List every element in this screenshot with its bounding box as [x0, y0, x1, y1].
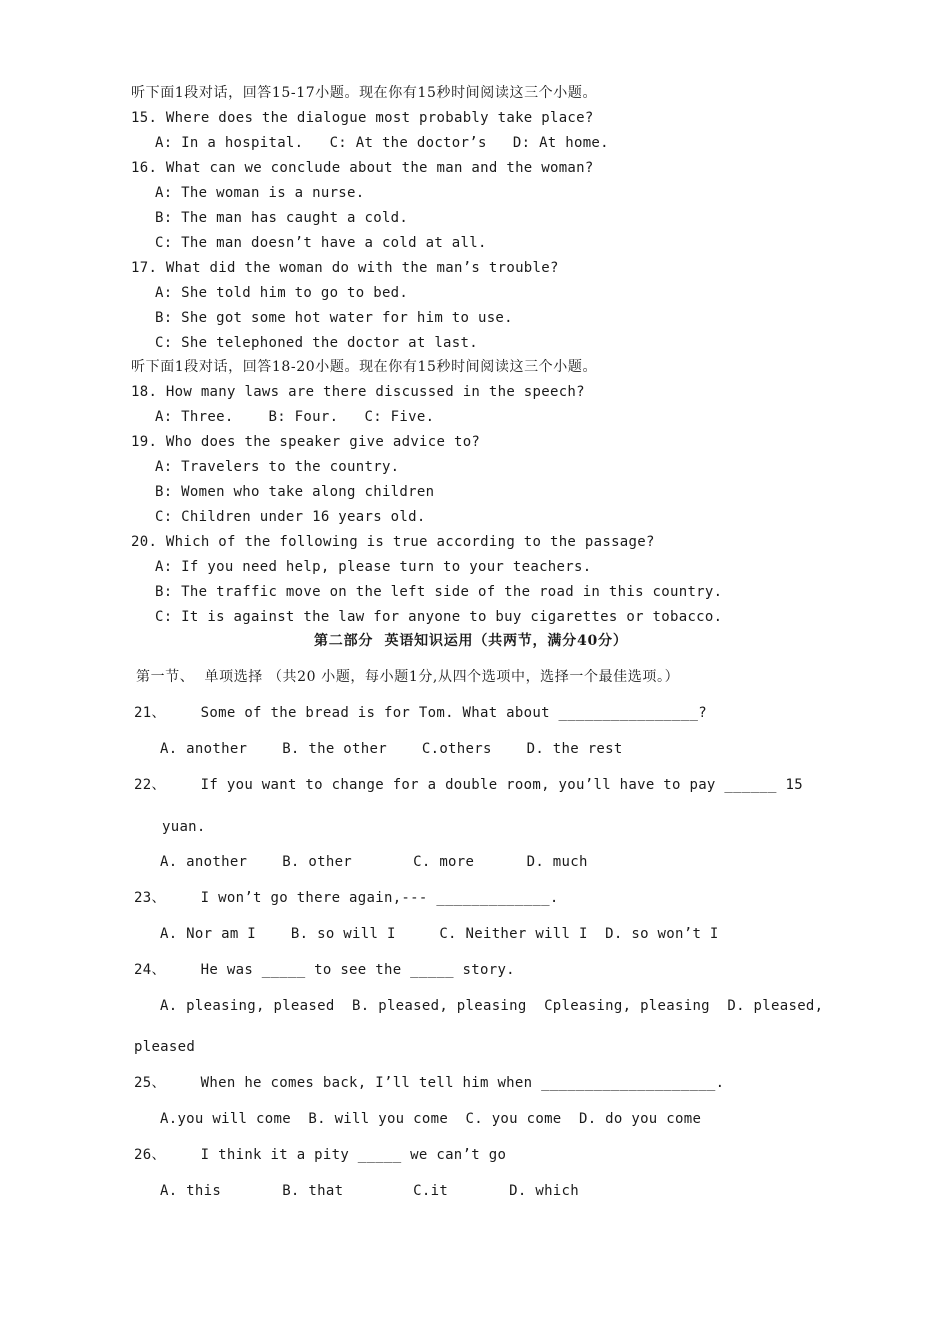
question-25-options: A.you will come B. will you come C. you come D. do you come — [160, 1111, 702, 1127]
question-16-option-a: A: The woman is a nurse. — [155, 185, 365, 201]
question-24-continuation: pleased — [134, 1039, 196, 1055]
question-22-stem: 22、 If you want to change for a double room, you’ll have to pay ______ 15 — [134, 777, 803, 793]
listening-intro-18-20: 听下面1段对话，回答18-20小题。现在你有15秒时间阅读这三个小题。 — [131, 359, 598, 375]
question-16-stem: 16. What can we conclude about the man and the woman? — [131, 160, 594, 176]
question-15-stem: 15. Where does the dialogue most probably take place? — [131, 110, 594, 126]
question-26-stem: 26、 I think it a pity _____ we can’t go — [134, 1147, 507, 1163]
question-24-stem: 24、 He was _____ to see the _____ story. — [134, 962, 515, 978]
question-17-option-c: C: She telephoned the doctor at last. — [155, 335, 478, 351]
question-18-options: A: Three. B: Four. C: Five. — [155, 409, 435, 425]
question-24-options: A. pleasing, pleased B. pleased, pleasing Cpleasing, pleasing D. pleased, — [160, 998, 824, 1014]
section-one-instructions: 第一节、 单项选择 （共20 小题，每小题1分,从四个选项中，选择一个最佳选项。） — [136, 669, 680, 685]
question-22-options: A. another B. other C. more D. much — [160, 854, 588, 870]
question-19-option-c: C: Children under 16 years old. — [155, 509, 426, 525]
question-23-stem: 23、 I won’t go there again,--- _____________. — [134, 890, 559, 906]
question-18-stem: 18. How many laws are there discussed in the speech? — [131, 384, 585, 400]
question-26-options: A. this B. that C.it D. which — [160, 1183, 579, 1199]
listening-intro-15-17: 听下面1段对话，回答15-17小题。现在你有15秒时间阅读这三个小题。 — [131, 85, 598, 101]
question-17-stem: 17. What did the woman do with the man’s trouble? — [131, 260, 559, 276]
question-21-stem: 21、 Some of the bread is for Tom. What about ________________? — [134, 705, 707, 721]
part-two-heading: 第二部分 英语知识运用（共两节，满分40分） — [314, 633, 628, 649]
question-16-option-c: C: The man doesn’t have a cold at all. — [155, 235, 487, 251]
question-25-stem: 25、 When he comes back, I’ll tell him when ____________________. — [134, 1075, 725, 1091]
question-19-stem: 19. Who does the speaker give advice to? — [131, 434, 481, 450]
question-21-options: A. another B. the other C.others D. the rest — [160, 741, 623, 757]
question-23-options: A. Nor am I B. so will I C. Neither will I D. so won’t I — [160, 926, 719, 942]
question-17-option-b: B: She got some hot water for him to use. — [155, 310, 513, 326]
question-20-stem: 20. Which of the following is true according to the passage? — [131, 534, 655, 550]
question-22-continuation: yuan. — [162, 819, 206, 835]
question-20-option-c: C: It is against the law for anyone to buy cigarettes or tobacco. — [155, 609, 723, 625]
question-16-option-b: B: The man has caught a cold. — [155, 210, 409, 226]
question-19-option-a: A: Travelers to the country. — [155, 459, 400, 475]
question-19-option-b: B: Women who take along children — [155, 484, 435, 500]
question-20-option-a: A: If you need help, please turn to your teachers. — [155, 559, 592, 575]
question-15-options: A: In a hospital. C: At the doctor’s D: At home. — [155, 135, 609, 151]
question-20-option-b: B: The traffic move on the left side of the road in this country. — [155, 584, 723, 600]
question-17-option-a: A: She told him to go to bed. — [155, 285, 409, 301]
